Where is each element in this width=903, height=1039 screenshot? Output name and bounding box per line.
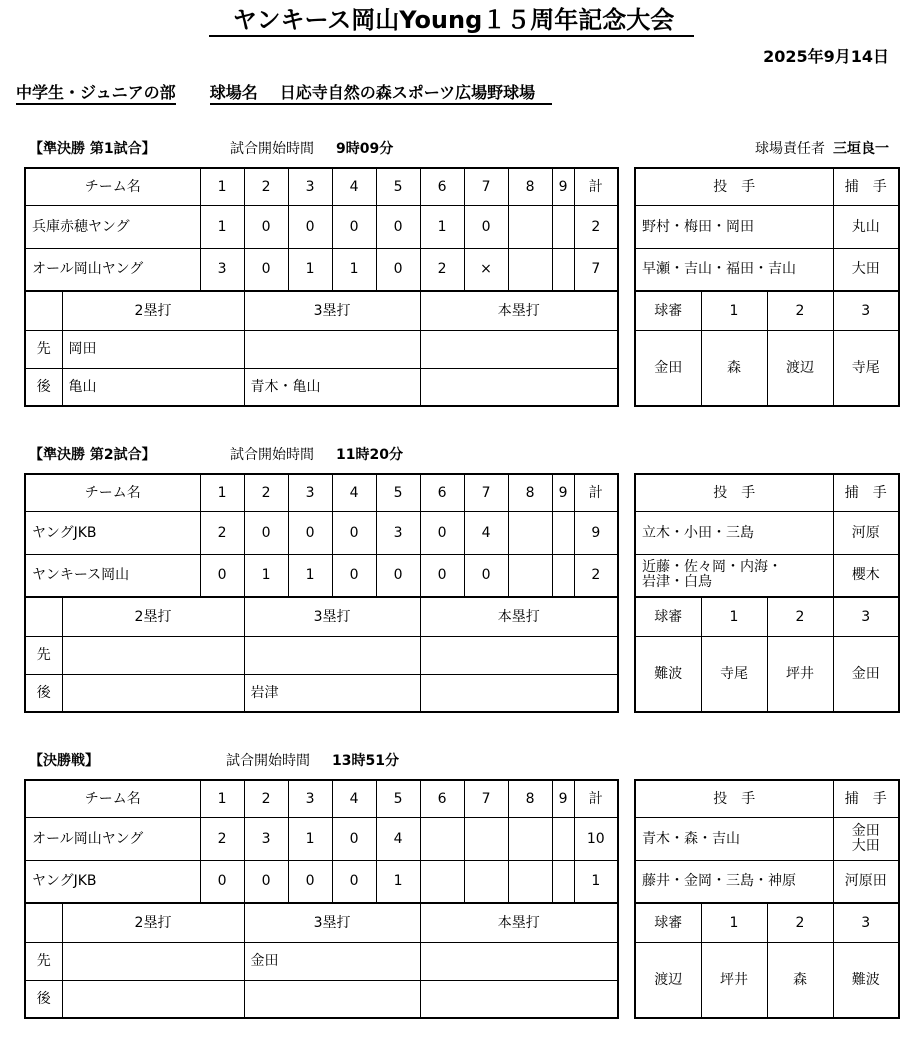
inning-header: 1 [200, 780, 244, 817]
table-row [25, 860, 618, 903]
catcher-line: 金田 [851, 822, 880, 839]
base-ump-header: 3 [833, 291, 899, 330]
second-label: 後 [25, 980, 62, 1018]
score-cell [552, 554, 574, 597]
score-cell [552, 205, 574, 248]
inning-header: 2 [244, 168, 288, 205]
pitcher-header: 投 手 [635, 474, 833, 511]
pitcher-header: 投 手 [635, 168, 833, 205]
team-header: チーム名 [25, 780, 200, 817]
score-cell: 0 [376, 248, 420, 291]
blank-cell [25, 597, 62, 636]
table-row [635, 942, 899, 1018]
score-cell: 1 [420, 205, 464, 248]
double-cell [62, 636, 244, 674]
base-ump-header: 1 [701, 903, 767, 942]
inning-header: 7 [464, 780, 508, 817]
inning-header: 2 [244, 474, 288, 511]
score-cell [552, 248, 574, 291]
document-title [0, 5, 903, 37]
catcher-cell: 大田 [833, 248, 899, 291]
triple-cell: 金田 [244, 942, 420, 980]
first-label: 先 [25, 636, 62, 674]
score-cell: 0 [332, 860, 376, 903]
table-row [25, 330, 618, 368]
score-cell: 4 [376, 817, 420, 860]
score-cell [552, 860, 574, 903]
double-cell [62, 942, 244, 980]
homerun-header: 本塁打 [420, 291, 618, 330]
inning-header: 4 [332, 168, 376, 205]
blank-cell [25, 903, 62, 942]
score-cell: 0 [244, 205, 288, 248]
game3-battery-umpires [634, 779, 900, 1019]
homerun-cell [420, 674, 618, 712]
base3-umpire: 寺尾 [833, 330, 899, 406]
catcher-header: 捕 手 [833, 780, 899, 817]
catcher-cell: 丸山 [833, 205, 899, 248]
team-name: ヤングJKB [25, 860, 200, 903]
table-row [635, 205, 899, 248]
table-row [635, 860, 899, 903]
score-cell [508, 511, 552, 554]
inning-header: 9 [552, 168, 574, 205]
score-cell: 0 [332, 511, 376, 554]
score-cell: 2 [200, 817, 244, 860]
score-cell [420, 860, 464, 903]
homerun-cell [420, 330, 618, 368]
inning-header: 8 [508, 168, 552, 205]
table-row [25, 368, 618, 406]
venue-underlined [210, 83, 552, 105]
score-cell: 0 [464, 205, 508, 248]
score-cell [420, 817, 464, 860]
base-ump-header: 1 [701, 291, 767, 330]
base2-umpire: 坪井 [767, 636, 833, 712]
total-cell: 7 [574, 248, 618, 291]
table-row [25, 636, 618, 674]
score-cell: 1 [332, 248, 376, 291]
table-row [25, 942, 618, 980]
score-cell: 0 [288, 860, 332, 903]
double-header: 2塁打 [62, 291, 244, 330]
score-cell: 0 [332, 554, 376, 597]
table-row [25, 780, 618, 817]
score-cell [508, 205, 552, 248]
score-cell: 4 [464, 511, 508, 554]
catcher-cell [833, 817, 899, 860]
pitchers-line: 近藤・佐々岡・内海・ [642, 559, 782, 576]
division-line [16, 80, 552, 103]
game2-scoreboard [24, 473, 619, 713]
base2-umpire: 渡辺 [767, 330, 833, 406]
score-cell: 1 [200, 205, 244, 248]
table-row [635, 636, 899, 712]
base-ump-header: 2 [767, 597, 833, 636]
inning-header: 3 [288, 780, 332, 817]
game3-start [226, 750, 399, 770]
game2-start [230, 444, 403, 464]
base1-umpire: 寺尾 [701, 636, 767, 712]
score-cell: 0 [420, 511, 464, 554]
score-cell: 0 [464, 554, 508, 597]
homerun-cell [420, 980, 618, 1018]
total-cell: 2 [574, 554, 618, 597]
inning-header: 1 [200, 168, 244, 205]
table-row [635, 474, 899, 511]
catcher-header: 捕 手 [833, 474, 899, 511]
team-name: オール岡山ヤング [25, 248, 200, 291]
score-cell: 0 [376, 554, 420, 597]
triple-cell [244, 330, 420, 368]
inning-header: 5 [376, 168, 420, 205]
score-cell: 0 [376, 205, 420, 248]
double-cell [62, 674, 244, 712]
catcher-header: 捕 手 [833, 168, 899, 205]
base3-umpire: 難波 [833, 942, 899, 1018]
game2-label: 【準決勝 第2試合】 [29, 447, 156, 463]
table-row [635, 597, 899, 636]
pitchers-line: 岩津・白鳥 [642, 574, 712, 591]
game2-start-time: 11時20分 [336, 447, 403, 463]
second-label: 後 [25, 368, 62, 406]
game2-start-label: 試合開始時間 [230, 447, 314, 463]
score-cell: 1 [376, 860, 420, 903]
score-cell [552, 511, 574, 554]
score-cell: 0 [200, 860, 244, 903]
base2-umpire: 森 [767, 942, 833, 1018]
base-ump-header: 2 [767, 291, 833, 330]
umpire-header: 球審 [635, 597, 701, 636]
venue-label: 球場名 [209, 83, 258, 102]
pitchers-cell: 野村・梅田・岡田 [635, 205, 833, 248]
homerun-cell [420, 636, 618, 674]
score-cell [464, 817, 508, 860]
game1-manager-label: 球場責任者 [755, 141, 825, 157]
base-ump-header: 1 [701, 597, 767, 636]
team-header: チーム名 [25, 474, 200, 511]
table-row [25, 474, 618, 511]
document-date: 2025年9月14日 [763, 47, 889, 66]
total-cell: 1 [574, 860, 618, 903]
team-name: 兵庫赤穂ヤング [25, 205, 200, 248]
pitchers-cell: 早瀬・吉山・福田・吉山 [635, 248, 833, 291]
double-cell [62, 980, 244, 1018]
team-header: チーム名 [25, 168, 200, 205]
blank-cell [25, 291, 62, 330]
score-cell: 0 [244, 248, 288, 291]
total-header: 計 [574, 474, 618, 511]
score-cell: 3 [200, 248, 244, 291]
triple-cell [244, 636, 420, 674]
score-cell: 0 [244, 860, 288, 903]
team-name: ヤングJKB [25, 511, 200, 554]
score-cell: 2 [200, 511, 244, 554]
pitchers-cell [635, 554, 833, 597]
total-header: 計 [574, 780, 618, 817]
team-name: オール岡山ヤング [25, 817, 200, 860]
triple-cell: 岩津 [244, 674, 420, 712]
triple-header: 3塁打 [244, 597, 420, 636]
total-cell: 2 [574, 205, 618, 248]
base1-umpire: 坪井 [701, 942, 767, 1018]
first-label: 先 [25, 942, 62, 980]
score-cell [508, 554, 552, 597]
double-header: 2塁打 [62, 597, 244, 636]
table-row [635, 248, 899, 291]
pitchers-cell: 立木・小田・三島 [635, 511, 833, 554]
team-name: ヤンキース岡山 [25, 554, 200, 597]
total-cell: 10 [574, 817, 618, 860]
inning-header: 3 [288, 474, 332, 511]
triple-cell [244, 980, 420, 1018]
triple-cell: 青木・亀山 [244, 368, 420, 406]
game3-start-label: 試合開始時間 [226, 753, 310, 769]
inning-header: 8 [508, 780, 552, 817]
score-cell: 3 [376, 511, 420, 554]
inning-header: 2 [244, 780, 288, 817]
triple-header: 3塁打 [244, 291, 420, 330]
umpire-header: 球審 [635, 903, 701, 942]
score-cell: × [464, 248, 508, 291]
game1-start [230, 138, 393, 158]
score-cell: 2 [420, 248, 464, 291]
table-row [25, 980, 618, 1018]
table-row [635, 817, 899, 860]
inning-header: 6 [420, 168, 464, 205]
catcher-line: 大田 [851, 837, 880, 854]
table-row [25, 248, 618, 291]
table-row [635, 780, 899, 817]
game1-start-label: 試合開始時間 [230, 141, 314, 157]
base-ump-header: 3 [833, 903, 899, 942]
game1-label: 【準決勝 第1試合】 [29, 141, 156, 157]
score-cell: 0 [332, 205, 376, 248]
total-cell: 9 [574, 511, 618, 554]
plate-umpire: 難波 [635, 636, 701, 712]
table-row [635, 554, 899, 597]
score-cell: 0 [200, 554, 244, 597]
game1-manager [755, 138, 889, 158]
homerun-header: 本塁打 [420, 903, 618, 942]
inning-header: 7 [464, 474, 508, 511]
score-cell: 0 [244, 511, 288, 554]
score-cell: 3 [244, 817, 288, 860]
table-row [25, 554, 618, 597]
table-row [635, 511, 899, 554]
score-cell: 0 [288, 205, 332, 248]
inning-header: 4 [332, 780, 376, 817]
double-header: 2塁打 [62, 903, 244, 942]
inning-header: 1 [200, 474, 244, 511]
score-cell: 1 [244, 554, 288, 597]
catcher-cell: 河原田 [833, 860, 899, 903]
plate-umpire: 渡辺 [635, 942, 701, 1018]
inning-header: 5 [376, 474, 420, 511]
first-label: 先 [25, 330, 62, 368]
score-cell: 1 [288, 817, 332, 860]
double-cell: 亀山 [62, 368, 244, 406]
catcher-cell: 河原 [833, 511, 899, 554]
inning-header: 9 [552, 780, 574, 817]
base-ump-header: 2 [767, 903, 833, 942]
table-row [25, 168, 618, 205]
base3-umpire: 金田 [833, 636, 899, 712]
table-row [635, 903, 899, 942]
division-name: 中学生・ジュニアの部 [16, 83, 176, 105]
double-cell: 岡田 [62, 330, 244, 368]
catcher-cell: 櫻木 [833, 554, 899, 597]
table-row [635, 291, 899, 330]
second-label: 後 [25, 674, 62, 712]
game2-battery-umpires [634, 473, 900, 713]
homerun-header: 本塁打 [420, 597, 618, 636]
score-cell: 0 [332, 817, 376, 860]
inning-header: 3 [288, 168, 332, 205]
game1-scoreboard [24, 167, 619, 407]
table-row [25, 291, 618, 330]
table-row [635, 168, 899, 205]
inning-header: 4 [332, 474, 376, 511]
document-title-text: ヤンキース岡山Young１５周年記念大会 [209, 5, 695, 37]
homerun-cell [420, 368, 618, 406]
table-row [25, 674, 618, 712]
score-cell [552, 817, 574, 860]
game3-scoreboard [24, 779, 619, 1019]
homerun-cell [420, 942, 618, 980]
game1-battery-umpires [634, 167, 900, 407]
game3-start-time: 13時51分 [332, 753, 399, 769]
inning-header: 5 [376, 780, 420, 817]
plate-umpire: 金田 [635, 330, 701, 406]
inning-header: 6 [420, 780, 464, 817]
score-cell [508, 817, 552, 860]
table-row [25, 205, 618, 248]
triple-header: 3塁打 [244, 903, 420, 942]
pitchers-cell: 青木・森・吉山 [635, 817, 833, 860]
base1-umpire: 森 [701, 330, 767, 406]
inning-header: 7 [464, 168, 508, 205]
venue-name: 日応寺自然の森スポーツ広場野球場 [279, 83, 536, 102]
score-cell [508, 860, 552, 903]
total-header: 計 [574, 168, 618, 205]
game1-start-time: 9時09分 [336, 141, 394, 157]
game3-label: 【決勝戦】 [29, 753, 99, 769]
umpire-header: 球審 [635, 291, 701, 330]
score-cell [508, 248, 552, 291]
table-row [25, 511, 618, 554]
inning-header: 9 [552, 474, 574, 511]
table-row [25, 817, 618, 860]
score-cell: 1 [288, 554, 332, 597]
table-row [25, 597, 618, 636]
inning-header: 6 [420, 474, 464, 511]
table-row [25, 903, 618, 942]
score-cell: 0 [420, 554, 464, 597]
inning-header: 8 [508, 474, 552, 511]
pitchers-cell: 藤井・金岡・三島・神原 [635, 860, 833, 903]
pitcher-header: 投 手 [635, 780, 833, 817]
score-cell: 1 [288, 248, 332, 291]
base-ump-header: 3 [833, 597, 899, 636]
game1-manager-name: 三垣良一 [833, 141, 889, 157]
table-row [635, 330, 899, 406]
score-cell [464, 860, 508, 903]
score-cell: 0 [288, 511, 332, 554]
